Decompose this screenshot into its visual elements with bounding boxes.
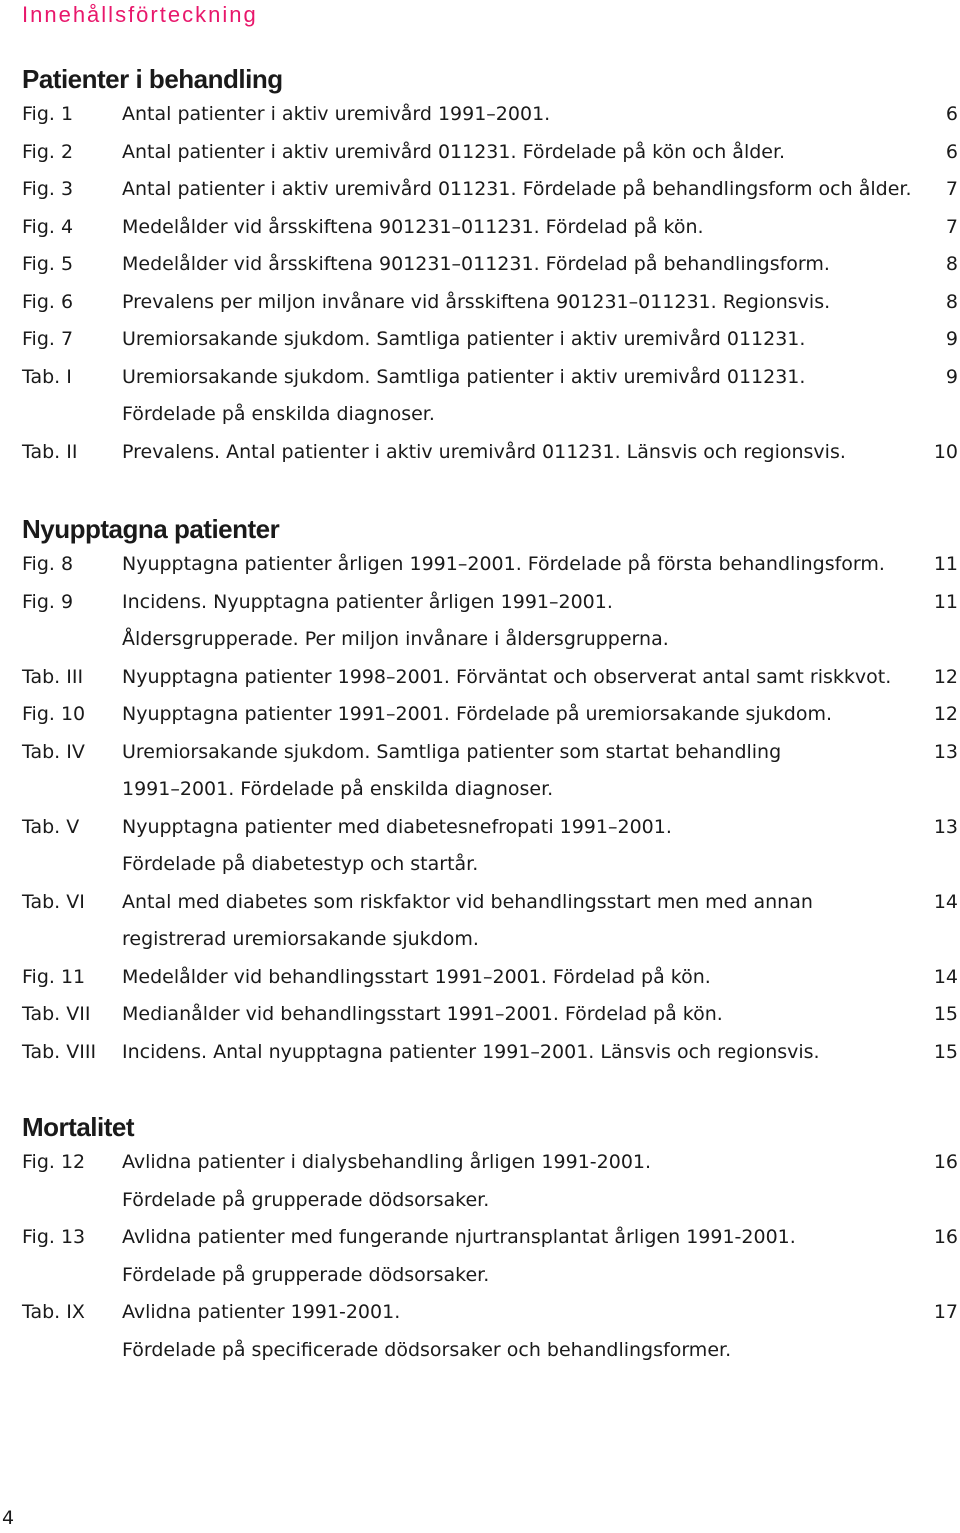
- toc-entry-label: Fig. 4: [22, 216, 74, 238]
- toc-entry-title: Medelålder vid årsskiftena 901231–011231. Fördelad på behandlingsform.: [122, 253, 830, 275]
- toc-entry-title: registrerad uremiorsakande sjukdom.: [122, 928, 479, 950]
- toc-entry-page-number: 6: [945, 141, 958, 163]
- toc-entry-page-number: 12: [933, 703, 958, 725]
- toc-entry-continuation: [0, 849, 960, 879]
- section-title: Mortalitet: [22, 1112, 134, 1142]
- toc-entry: [0, 1037, 960, 1067]
- toc-entry: [0, 699, 960, 729]
- toc-entry-continuation: [0, 924, 960, 954]
- toc-entry: [0, 1297, 960, 1327]
- toc-entry: [0, 887, 960, 917]
- toc-entry-title: Uremiorsakande sjukdom. Samtliga patienter i aktiv uremivård 011231.: [122, 366, 806, 388]
- toc-entry-label: Fig. 12: [22, 1151, 86, 1173]
- toc-entry: [0, 287, 960, 317]
- toc-entry-page-number: 6: [945, 103, 958, 125]
- toc-entry-page-number: 12: [933, 666, 958, 688]
- toc-entry-title: Nyupptagna patienter årligen 1991–2001. Fördelade på första behandlingsform.: [122, 553, 885, 575]
- toc-entry-page-number: 7: [945, 216, 958, 238]
- toc-entry-title: Prevalens. Antal patienter i aktiv uremivård 011231. Länsvis och regionsvis.: [122, 441, 846, 463]
- toc-entry-label: Tab. II: [22, 441, 78, 463]
- toc-entry-label: Fig. 9: [22, 591, 74, 613]
- toc-entry: [0, 999, 960, 1029]
- toc-entry: [0, 437, 960, 467]
- toc-entry-title: Prevalens per miljon invånare vid årsskiftena 901231–011231. Regionsvis.: [122, 291, 831, 313]
- toc-entry-label: Fig. 2: [22, 141, 74, 163]
- toc-entry: [0, 549, 960, 579]
- toc-entry-page-number: 11: [933, 591, 958, 613]
- toc-entry-title: Incidens. Antal nyupptagna patienter 1991–2001. Länsvis och regionsvis.: [122, 1041, 820, 1063]
- section-title: Patienter i behandling: [22, 64, 283, 94]
- section-title: Nyupptagna patienter: [22, 514, 280, 544]
- toc-entry-page-number: 13: [933, 741, 958, 763]
- toc-entry: [0, 137, 960, 167]
- toc-entry-label: Tab. VI: [22, 891, 85, 913]
- toc-entry-label: Fig. 5: [22, 253, 74, 275]
- toc-entry-label: Fig. 7: [22, 328, 74, 350]
- toc-entry-title: Nyupptagna patienter 1998–2001. Förväntat och observerat antal samt riskkvot.: [122, 666, 892, 688]
- toc-entry-continuation: [0, 399, 960, 429]
- toc-entry: [0, 1222, 960, 1252]
- toc-entry-continuation: [0, 1260, 960, 1290]
- toc-entry-title: Uremiorsakande sjukdom. Samtliga patienter i aktiv uremivård 011231.: [122, 328, 806, 350]
- toc-entry-title: Avlidna patienter i dialysbehandling årligen 1991-2001.: [122, 1151, 652, 1173]
- toc-entry-page-number: 16: [933, 1226, 958, 1248]
- toc-entry-page-number: 10: [933, 441, 958, 463]
- toc-entry: [0, 249, 960, 279]
- toc-entry: [0, 812, 960, 842]
- toc-entry-continuation: [0, 1335, 960, 1365]
- toc-entry-title: Avlidna patienter 1991-2001.: [122, 1301, 401, 1323]
- toc-entry-title: Fördelade på enskilda diagnoser.: [122, 403, 435, 425]
- toc-entry-title: Fördelade på specificerade dödsorsaker och behandlingsformer.: [122, 1339, 732, 1361]
- toc-entry-title: Antal med diabetes som riskfaktor vid behandlingsstart men med annan: [122, 891, 813, 913]
- toc-entry-page-number: 8: [945, 253, 958, 275]
- toc-entry-title: Avlidna patienter med fungerande njurtransplantat årligen 1991-2001.: [122, 1226, 796, 1248]
- toc-entry-label: Tab. IX: [22, 1301, 85, 1323]
- toc-entry-title: Uremiorsakande sjukdom. Samtliga patienter som startat behandling: [122, 741, 782, 763]
- toc-entry: [0, 1147, 960, 1177]
- toc-entry-title: Medelålder vid behandlingsstart 1991–2001. Fördelad på kön.: [122, 966, 711, 988]
- toc-entry-page-number: 7: [945, 178, 958, 200]
- toc-entry-page-number: 15: [933, 1003, 958, 1025]
- toc-entry-title: Fördelade på grupperade dödsorsaker.: [122, 1264, 490, 1286]
- toc-entry-page-number: 16: [933, 1151, 958, 1173]
- toc-entry-title: Fördelade på grupperade dödsorsaker.: [122, 1189, 490, 1211]
- toc-entry: [0, 324, 960, 354]
- toc-entry-label: Fig. 11: [22, 966, 86, 988]
- toc-entry-label: Tab. I: [22, 366, 72, 388]
- toc-entry-title: Medelålder vid årsskiftena 901231–011231. Fördelad på kön.: [122, 216, 704, 238]
- toc-entry-title: Antal patienter i aktiv uremivård 1991–2001.: [122, 103, 551, 125]
- toc-entry-title: Antal patienter i aktiv uremivård 011231. Fördelade på kön och ålder.: [122, 141, 786, 163]
- toc-entry-label: Fig. 3: [22, 178, 74, 200]
- toc-entry: [0, 212, 960, 242]
- toc-entry-title: Nyupptagna patienter med diabetesnefropati 1991–2001.: [122, 816, 672, 838]
- toc-entry: [0, 99, 960, 129]
- toc-entry-label: Fig. 13: [22, 1226, 86, 1248]
- toc-entry-page-number: 14: [933, 966, 958, 988]
- toc-entry-page-number: 9: [945, 328, 958, 350]
- toc-entry-page-number: 15: [933, 1041, 958, 1063]
- toc-entry-label: Fig. 6: [22, 291, 74, 313]
- toc-entry-label: Tab. VIII: [22, 1041, 97, 1063]
- toc-entry-page-number: 9: [945, 366, 958, 388]
- toc-entry-title: Medianålder vid behandlingsstart 1991–2001. Fördelad på kön.: [122, 1003, 723, 1025]
- toc-entry-page-number: 14: [933, 891, 958, 913]
- toc-entry-title: Fördelade på diabetestyp och startår.: [122, 853, 479, 875]
- toc-entry-label: Tab. VII: [22, 1003, 91, 1025]
- toc-entry-title: Nyupptagna patienter 1991–2001. Fördelade på uremiorsakande sjukdom.: [122, 703, 832, 725]
- toc-entry-label: Fig. 1: [22, 103, 74, 125]
- toc-entry-continuation: [0, 624, 960, 654]
- page-number: 4: [2, 1507, 15, 1529]
- toc-entry-title: Incidens. Nyupptagna patienter årligen 1991–2001.: [122, 591, 613, 613]
- page-header-title: Innehållsförteckning: [22, 2, 258, 27]
- toc-entry-label: Tab. V: [22, 816, 80, 838]
- toc-entry-label: Tab. III: [22, 666, 84, 688]
- toc-entry-title: Åldersgrupperade. Per miljon invånare i åldersgrupperna.: [122, 628, 669, 650]
- toc-entry: [0, 662, 960, 692]
- toc-entry-label: Fig. 10: [22, 703, 86, 725]
- toc-entry-page-number: 11: [933, 553, 958, 575]
- toc-entry-label: Tab. IV: [22, 741, 85, 763]
- toc-entry: [0, 362, 960, 392]
- toc-entry: [0, 174, 960, 204]
- toc-entry-title: 1991–2001. Fördelade på enskilda diagnoser.: [122, 778, 554, 800]
- toc-entry-page-number: 8: [945, 291, 958, 313]
- toc-entry-page-number: 17: [933, 1301, 958, 1323]
- toc-entry: [0, 962, 960, 992]
- toc-entry: [0, 587, 960, 617]
- toc-entry-label: Fig. 8: [22, 553, 74, 575]
- toc-entry: [0, 737, 960, 767]
- toc-entry-title: Antal patienter i aktiv uremivård 011231. Fördelade på behandlingsform och ålder.: [122, 178, 912, 200]
- toc-entry-page-number: 13: [933, 816, 958, 838]
- toc-entry-continuation: [0, 774, 960, 804]
- toc-entry-continuation: [0, 1185, 960, 1215]
